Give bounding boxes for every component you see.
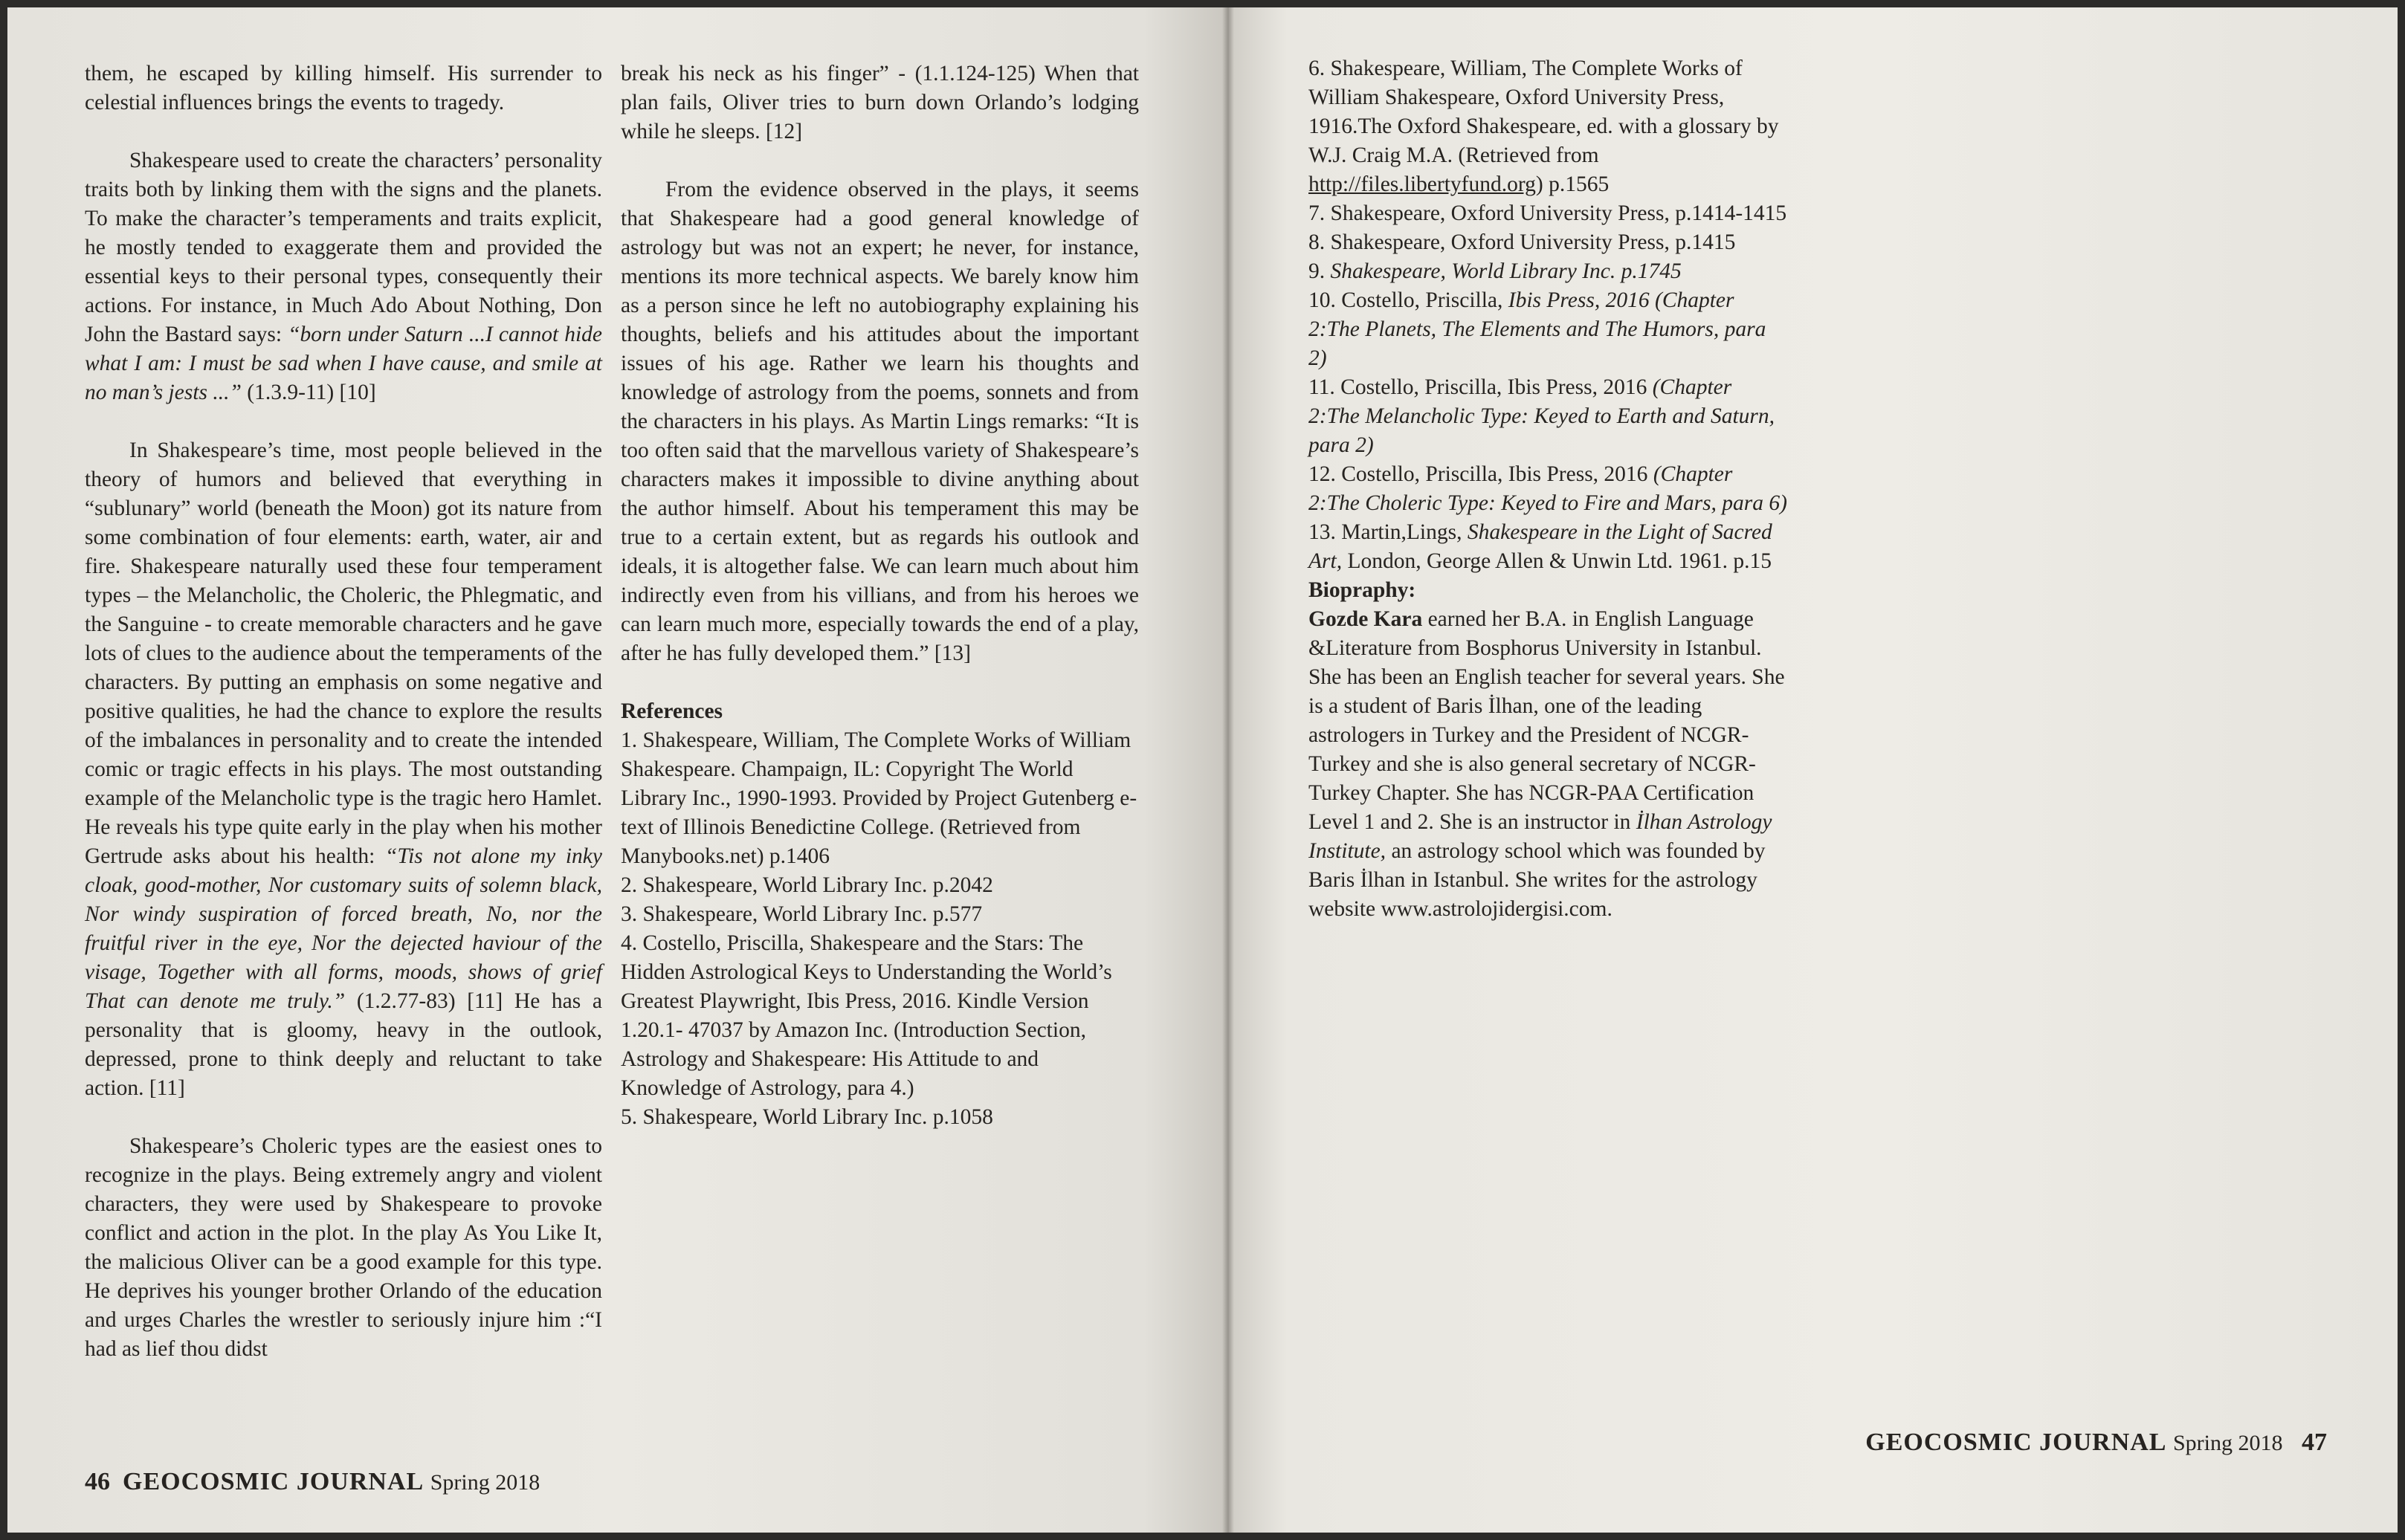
reference-item: 1. Shakespeare, William, The Complete Works of William Shakespeare. Champaign, IL: Copyright The World Library Inc., 1990-1993. Provided by Project Gutenberg e-text of Illinois Benedictine College. (Retrieved from Manybooks.net) p.1406 bbox=[621, 728, 1137, 868]
journal-title: GEOCOSMIC JOURNAL bbox=[1865, 1429, 2167, 1456]
reference-item bbox=[1308, 54, 1788, 199]
reference-item bbox=[1308, 518, 1788, 576]
reference-item bbox=[1308, 286, 1788, 373]
reference-item: 7. Shakespeare, Oxford University Press, p.1414-1415 bbox=[1308, 201, 1787, 225]
right-references bbox=[1308, 54, 1788, 924]
right-page-footer bbox=[1865, 1429, 2327, 1457]
text: 11. Costello, Priscilla, Ibis Press, 2016 bbox=[1308, 375, 1653, 399]
paragraph bbox=[85, 146, 602, 407]
left-column-1 bbox=[85, 59, 602, 1364]
text: In Shakespeare’s time, most people believed in the theory of humors and believed that everything in “sublunary” world (beneath the Moon) got its nature from some combination of four elements: earth, water, air and fire. Shakespeare naturally used these four temperament types – the Melancholic, the Choleric, the Phlegmatic, and the Sanguine - to create memorable characters and he gave lots of clues to the audience about the temperaments of the characters. By putting an emphasis on some negative and positive qualities, he had the chance to explore the results of the imbalances in personality and to create the intended comic or tragic effects in his plays. The most outstanding example of the Melancholic type is the tragic hero Hamlet. He reveals his type quite early in the play when his mother Gertrude asks about his health: bbox=[85, 439, 602, 868]
text: 13. Martin,Lings, bbox=[1308, 520, 1468, 544]
reference-item bbox=[1308, 257, 1788, 286]
italic-text: Ibis Press, 2016 (Chapter 2:The Planets, The Elements and The Humors, para 2) bbox=[1308, 288, 1766, 370]
text: 12. Costello, Priscilla, Ibis Press, 2016 bbox=[1308, 462, 1653, 486]
reference-item bbox=[1308, 373, 1788, 460]
left-column-2 bbox=[621, 59, 1139, 1132]
reference-item: 2. Shakespeare, World Library Inc. p.2042 bbox=[621, 873, 993, 897]
paragraph bbox=[85, 436, 602, 1103]
italic-text: İlhan Astrology Institute, bbox=[1308, 810, 1772, 863]
italic-text: (Chapter 2:The Melancholic Type: Keyed to Earth and Saturn, para 2) bbox=[1308, 375, 1775, 457]
text: (1.3.9-11) [10] bbox=[241, 381, 376, 404]
italic-text: Shakespeare, World Library Inc. p.1745 bbox=[1330, 259, 1682, 283]
biography-heading: Biopraphy: bbox=[1308, 578, 1416, 602]
text: ) p.1565 bbox=[1535, 172, 1610, 196]
quote: “Tis not alone my inky cloak, good-mother, Nor customary suits of solemn black, Nor windy suspiration of forced breath, No, nor the fruitful river in the eye, Nor the dejected haviour of the visage, Together with all forms, moods, shows of grief That can denote me truly.” bbox=[85, 844, 602, 1013]
right-page bbox=[1229, 7, 2398, 1533]
journal-title: GEOCOSMIC JOURNAL bbox=[123, 1468, 424, 1495]
paragraph: them, he escaped by killing himself. His surrender to celestial influences brings the events to tragedy. bbox=[85, 62, 602, 114]
text: 10. Costello, Priscilla, bbox=[1308, 288, 1508, 312]
biography bbox=[1308, 576, 1788, 924]
page-number: 47 bbox=[2302, 1429, 2327, 1456]
magazine-spread bbox=[7, 7, 2398, 1533]
references bbox=[621, 697, 1139, 1132]
paragraph: From the evidence observed in the plays, it seems that Shakespeare had a good general knowledge of astrology but was not an expert; he never, for instance, mentions its more technical aspects. We barely know him as a person since he left no autobiography explaining his thoughts, beliefs and his attitudes about the important issues of his age. Rather we learn his thoughts and knowledge of astrology from the poems, sonnets and from the characters in his plays. As Martin Lings remarks: “It is too often said that the marvellous variety of Shakespeare’s characters makes it impossible to divine anything about the author himself. About his temperament this may be true to a certain extent, but as regards his outlook and ideals, it is altogether false. We can learn much about him indirectly even from his villians, and from his heroes we can learn much more, especially towards the end of a play, after he has fully developed them.” [13] bbox=[621, 178, 1139, 665]
text: 6. Shakespeare, William, The Complete Works of William Shakespeare, Oxford University Press, 1916.The Oxford Shakespeare, ed. with a glossary by W.J. Craig M.A. (Retrieved from bbox=[1308, 56, 1779, 167]
page-number: 46 bbox=[85, 1468, 110, 1495]
reference-item: 8. Shakespeare, Oxford University Press, p.1415 bbox=[1308, 230, 1736, 254]
text: Shakespeare used to create the characters’ personality traits both by linking them with the signs and the planets. To make the character’s temperaments and traits explicit, he mostly tended to exaggerate them and provided the essential keys to their personal types, consequently their actions. For instance, in Much Ado About Nothing, Don John the Bastard says: bbox=[85, 149, 602, 346]
text: 9. bbox=[1308, 259, 1326, 283]
reference-item: 4. Costello, Priscilla, Shakespeare and the Stars: The Hidden Astrological Keys to Understanding the World’s Greatest Playwright, Ibis Press, 2016. Kindle Version 1.20.1- 47037 by Amazon Inc. (Introduction Section, Astrology and Shakespeare: His Attitude to and Knowledge of Astrology, para 4.) bbox=[621, 931, 1112, 1100]
biography-text bbox=[1308, 605, 1788, 924]
left-page bbox=[7, 7, 1229, 1533]
reference-link[interactable]: http://files.libertyfund.org bbox=[1308, 172, 1536, 196]
paragraph: Shakespeare’s Choleric types are the easiest ones to recognize in the plays. Being extremely angry and violent characters, they were used by Shakespeare to provoke conflict and action in the plot. In the play As You Like It, the malicious Oliver can be a good example for this type. He deprives his younger brother Orlando of the education and urges Charles the wrestler to seriously injure him :“I had as lief thou didst bbox=[85, 1134, 602, 1361]
paragraph: break his neck as his finger” - (1.1.124-125) When that plan fails, Oliver tries to burn down Orlando’s lodging while he sleeps. [12] bbox=[621, 62, 1139, 143]
text: an astrology school which was founded by Baris İlhan in Istanbul. She writes for the astrology website www.astrolojidergisi.com. bbox=[1308, 839, 1766, 921]
text: (1.2.77-83) [11] He has a personality that is gloomy, heavy in the outlook, depressed, prone to think deeply and reluctant to take action. [11] bbox=[85, 989, 602, 1100]
references-heading: References bbox=[621, 699, 723, 723]
issue-season: Spring 2018 bbox=[430, 1470, 540, 1495]
text: earned her B.A. in English Language &Literature from Bosphorus University in Istanbul. She has been an English teacher for several years. She is a student of Baris İlhan, one of the leading astrologers in Turkey and the President of NCGR-Turkey and she is also general secretary of NCGR-Turkey Chapter. She has NCGR-PAA Certification Level 1 and 2. She is an instructor in bbox=[1308, 607, 1785, 834]
reference-item: 3. Shakespeare, World Library Inc. p.577 bbox=[621, 902, 983, 926]
italic-text: (Chapter 2:The Choleric Type: Keyed to Fire and Mars, para 6) bbox=[1308, 462, 1787, 515]
page-gutter bbox=[1222, 7, 1234, 1533]
italic-text: Shakespeare in the Light of Sacred Art, bbox=[1308, 520, 1772, 573]
issue-season: Spring 2018 bbox=[2172, 1431, 2283, 1455]
reference-item: 5. Shakespeare, World Library Inc. p.1058 bbox=[621, 1105, 993, 1129]
left-page-footer bbox=[85, 1468, 540, 1496]
author-name: Gozde Kara bbox=[1308, 607, 1423, 631]
text: London, George Allen & Unwin Ltd. 1961. p.15 bbox=[1342, 549, 1772, 573]
reference-item bbox=[1308, 460, 1788, 518]
quote: “born under Saturn ...I cannot hide what I am: I must be sad when I have cause, and smile at no man’s jests ...” bbox=[85, 323, 602, 404]
